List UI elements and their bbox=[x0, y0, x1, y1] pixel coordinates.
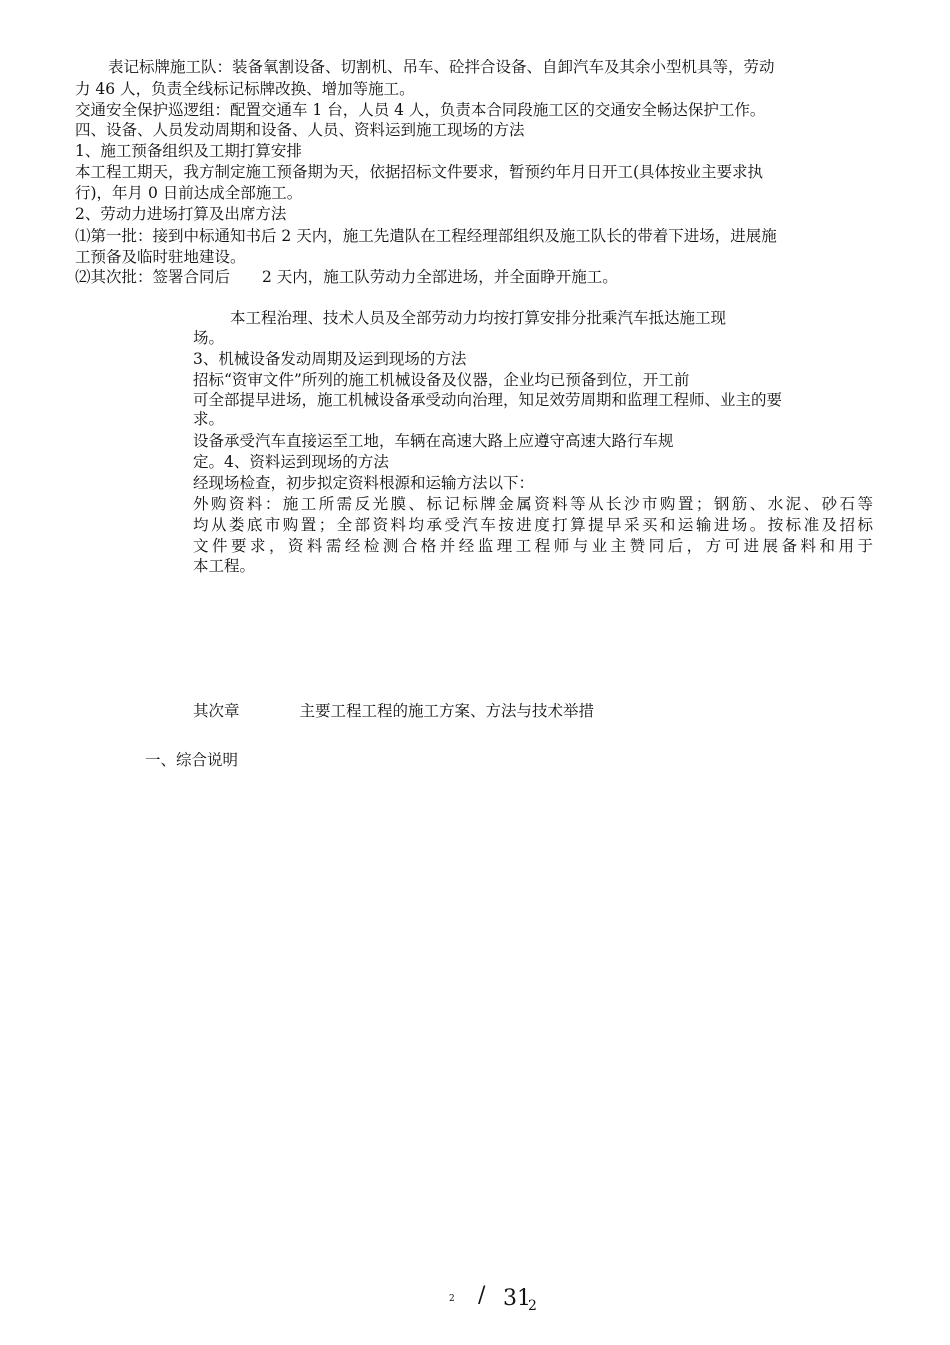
page-total-subscript: 2 bbox=[528, 1298, 537, 1314]
para-second-batch bbox=[75, 268, 618, 286]
chapter-label: 其次章 bbox=[193, 702, 240, 720]
para-equipment-line-1: 招标“资审文件”所列的施工机械设备及仪器，企业均已预备到位，开工前 bbox=[193, 371, 690, 389]
para-purchased-materials-line-3: 文件要求，资料需经检测合格并经监理工程师与业主赞同后，方可进展备料和用于 bbox=[193, 537, 873, 555]
heading-subsection-3: 3、机械设备发动周期及运到现场的方法 bbox=[193, 350, 467, 368]
para-staff-transport-line-1: 本工程治理、技术人员及全部劳动力均按打算安排分批乘汽车抵达施工现 bbox=[230, 309, 727, 327]
heading-subsection-2: 2、劳动力进场打算及出席方法 bbox=[75, 205, 287, 223]
para-first-batch-line-1: ⑴第一批：接到中标通知书后 2 天内，施工先遣队在工程经理部组织及施工队长的带着下进场，进展施 bbox=[75, 227, 777, 245]
heading-subsection-1: 1、施工预备组织及工期打算安排 bbox=[75, 142, 302, 160]
para-first-batch-line-2: 工预备及临时驻地建设。 bbox=[75, 248, 246, 266]
section-heading-overview: 一、综合说明 bbox=[145, 751, 239, 769]
para-purchased-materials-line-2: 均从娄底市购置；全部资料均承受汽车按进度打算提早采买和运输进场。按标准及招标 bbox=[193, 516, 873, 534]
chapter-title: 主要工程工程的施工方案、方法与技术举措 bbox=[299, 702, 595, 720]
second-batch-rest: 2 天内，施工队劳动力全部进场，并全面睁开施工。 bbox=[262, 268, 618, 286]
heading-section-4: 四、设备、人员发动周期和设备、人员、资料运到施工现场的方法 bbox=[75, 121, 525, 139]
chapter-heading bbox=[193, 702, 594, 720]
para-sign-team-line-2: 力 46 人，负责全线标记标牌改换、增加等施工。 bbox=[75, 80, 415, 98]
para-sign-team-line-1: 表记标牌施工队：装备氧割设备、切割机、吊车、砼拌合设备、自卸汽车及其余小型机具等，劳动 bbox=[108, 58, 775, 76]
para-schedule-line-2: 行)，年月 0 日前达成全部施工。 bbox=[75, 184, 303, 202]
page-current-small: 2 bbox=[449, 1294, 455, 1304]
para-traffic-patrol: 交通安全保护巡逻组：配置交通车 1 台，人员 4 人，负责本合同段施工区的交通安全畅达保护工作。 bbox=[75, 101, 766, 119]
para-equipment-transport-line-2: 定。4、资料运到现场的方法 bbox=[193, 453, 389, 471]
page-total: 31 bbox=[503, 1286, 531, 1311]
para-schedule-line-1: 本工程工期天，我方制定施工预备期为天，依据招标文件要求，暂预约年月日开工(具体按业主要求执 bbox=[75, 163, 764, 181]
para-purchased-materials-line-1: 外购资料：施工所需反光膜、标记标牌金属资料等从长沙市购置；钢筋、水泥、砂石等 bbox=[193, 495, 873, 513]
page-slash: / bbox=[478, 1283, 486, 1308]
para-material-survey: 经现场检查，初步拟定资料根源和运输方法以下： bbox=[193, 474, 535, 492]
second-batch-lead: ⑵其次批：签署合同后 bbox=[75, 268, 231, 286]
para-equipment-line-2: 可全部提早进场，施工机械设备承受动向治理，知足效劳周期和监理工程师、业主的要 bbox=[193, 391, 783, 409]
para-staff-transport-line-2: 场。 bbox=[193, 329, 225, 347]
para-equipment-transport-line-1: 设备承受汽车直接运至工地，车辆在高速大路上应遵守高速大路行车规 bbox=[193, 432, 674, 450]
para-purchased-materials-line-4: 本工程。 bbox=[193, 557, 256, 575]
para-equipment-line-3: 求。 bbox=[193, 410, 225, 428]
